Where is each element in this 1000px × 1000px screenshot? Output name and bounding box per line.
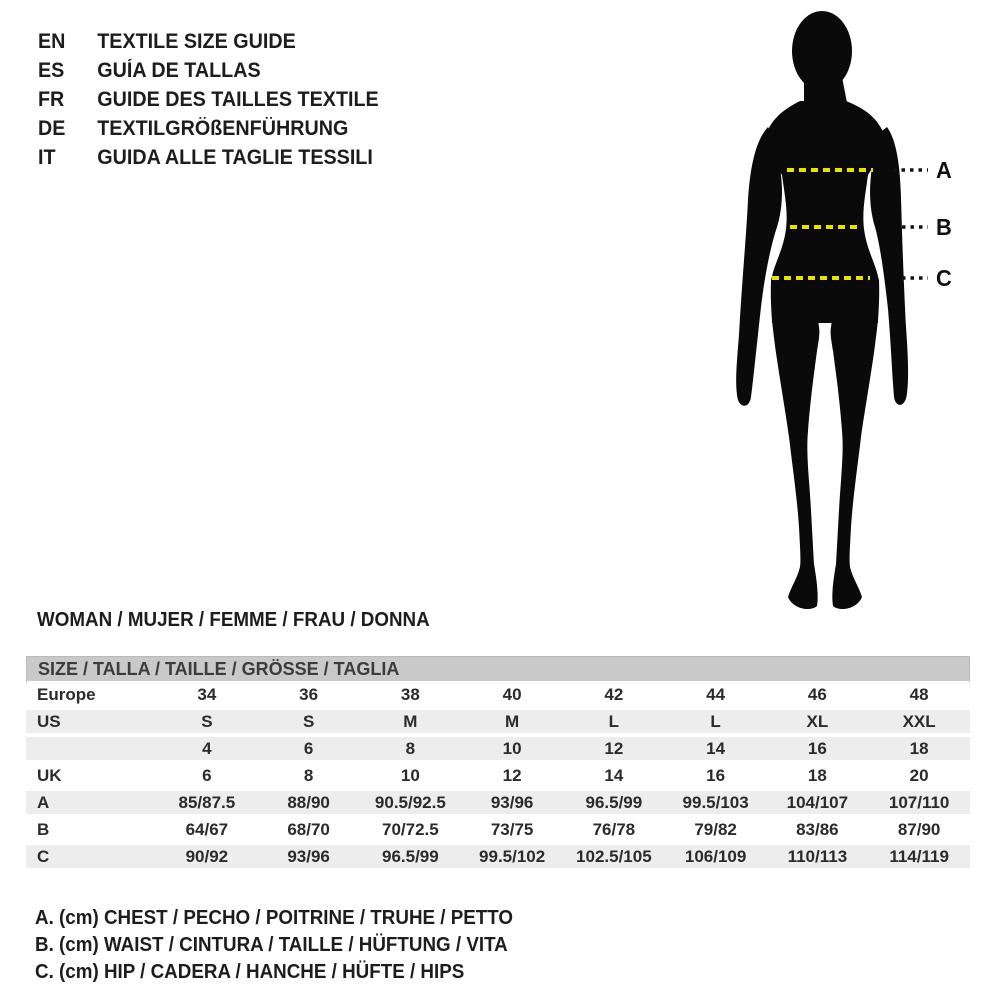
language-row xyxy=(38,27,379,56)
section-title-woman: WOMAN / MUJER / FEMME / FRAU / DONNA xyxy=(37,609,430,631)
language-code: IT xyxy=(38,146,56,169)
size-value-cell: 42 xyxy=(604,685,624,704)
size-value-cell: 8 xyxy=(303,766,314,785)
size-value-cell: 93/96 xyxy=(287,847,330,866)
size-value-cell: 6 xyxy=(202,766,212,785)
size-value-cell: 107/110 xyxy=(888,793,950,812)
size-value-cell: 79/82 xyxy=(694,820,737,839)
size-table xyxy=(26,656,970,872)
size-value-cell: 4 xyxy=(202,739,212,758)
language-title: GUIDE DES TAILLES TEXTILE xyxy=(97,88,379,111)
size-value-cell: 16 xyxy=(706,766,726,785)
size-value-cell: 102.5/105 xyxy=(576,847,652,866)
size-table-body xyxy=(26,683,970,872)
size-value-cell: M xyxy=(505,712,520,731)
size-value-cell: 73/75 xyxy=(490,820,534,839)
table-row xyxy=(26,764,970,791)
size-value-cell: 8 xyxy=(405,739,416,758)
size-value-cell: 68/70 xyxy=(287,820,330,839)
size-value-cell: 20 xyxy=(909,766,929,785)
language-code: EN xyxy=(38,30,66,53)
legend-item: A. (cm) CHEST / PECHO / POITRINE / TRUHE / PETTO xyxy=(35,907,514,929)
measurement-legend xyxy=(35,905,544,986)
woman-silhouette-figure xyxy=(710,5,930,620)
size-value-cell: 14 xyxy=(604,766,624,785)
size-value-cell: 70/72.5 xyxy=(382,820,439,839)
size-value-cell: M xyxy=(403,712,418,731)
language-title: GUIDA ALLE TAGLIE TESSILI xyxy=(97,146,373,169)
language-row xyxy=(38,56,379,85)
legend-item: B. (cm) WAIST / CINTURA / TAILLE / HÜFTUNG / VITA xyxy=(35,934,508,956)
legend-item: C. (cm) HIP / CADERA / HANCHE / HÜFTE / HIPS xyxy=(35,961,465,983)
size-value-cell: 85/87.5 xyxy=(178,793,236,812)
size-value-cell: 83/86 xyxy=(796,820,839,839)
size-value-cell: 88/90 xyxy=(287,793,330,812)
size-value-cell: 38 xyxy=(400,685,420,704)
size-value-cell: 16 xyxy=(807,739,827,758)
size-value-cell: 14 xyxy=(706,739,726,758)
size-value-cell: 10 xyxy=(502,739,522,758)
size-value-cell: 96.5/99 xyxy=(382,847,439,866)
size-value-cell: 18 xyxy=(807,766,827,785)
measure-label-c: C xyxy=(936,265,952,291)
size-value-cell: 114/119 xyxy=(889,847,949,866)
measure-label-b: B xyxy=(936,214,952,240)
size-value-cell: 96.5/99 xyxy=(585,793,643,812)
size-value-cell: 46 xyxy=(807,685,827,704)
size-value-cell: 40 xyxy=(502,685,522,704)
size-value-cell: 90/92 xyxy=(185,847,229,866)
row-label-cell: US xyxy=(37,712,61,731)
size-value-cell: 12 xyxy=(502,766,522,785)
size-value-cell: XL xyxy=(806,712,829,731)
size-value-cell: L xyxy=(710,712,721,731)
language-title: GUÍA DE TALLAS xyxy=(97,59,261,82)
table-row xyxy=(26,791,970,818)
size-value-cell: 48 xyxy=(909,685,929,704)
table-row xyxy=(26,737,970,764)
language-code: DE xyxy=(38,117,66,140)
language-guide-list xyxy=(38,27,400,172)
language-code: FR xyxy=(38,88,65,111)
row-label-cell: Europe xyxy=(37,685,96,704)
table-row xyxy=(26,845,970,872)
row-label-cell: C xyxy=(37,847,50,866)
size-value-cell: 90.5/92.5 xyxy=(374,793,446,812)
size-value-cell: 99.5/103 xyxy=(682,793,749,812)
size-value-cell: 6 xyxy=(303,739,314,758)
size-value-cell: 99.5/102 xyxy=(479,847,546,866)
language-row xyxy=(38,114,379,143)
size-value-cell: 104/107 xyxy=(786,793,849,812)
size-value-cell: 87/90 xyxy=(897,820,941,839)
row-label-cell: B xyxy=(37,820,50,839)
measure-label-a: A xyxy=(936,157,952,183)
size-value-cell: 10 xyxy=(400,766,420,785)
table-row xyxy=(26,818,970,845)
size-value-cell: L xyxy=(608,712,620,731)
table-row xyxy=(26,710,970,737)
language-title: TEXTILGRÖßENFÜHRUNG xyxy=(97,117,349,140)
size-value-cell: 34 xyxy=(197,685,217,704)
row-label-cell xyxy=(26,737,156,760)
size-value-cell: S xyxy=(201,712,213,731)
size-table-header: SIZE / TALLA / TAILLE / GRÖSSE / TAGLIA xyxy=(26,656,970,683)
size-value-cell: 36 xyxy=(299,685,319,704)
language-row xyxy=(38,143,379,172)
size-value-cell: 44 xyxy=(706,685,726,704)
language-row xyxy=(38,85,379,114)
table-row xyxy=(26,683,970,710)
language-code: ES xyxy=(38,59,65,82)
size-value-cell: 110/113 xyxy=(787,847,848,866)
size-value-cell: S xyxy=(302,712,315,731)
size-value-cell: 12 xyxy=(604,739,624,758)
size-value-cell: XXL xyxy=(902,712,936,731)
size-value-cell: 64/67 xyxy=(185,820,229,839)
row-label-cell: A xyxy=(37,793,50,812)
row-label-cell: UK xyxy=(37,766,62,785)
woman-silhouette-icon xyxy=(710,5,930,620)
size-value-cell: 106/109 xyxy=(684,847,747,866)
size-value-cell: 93/96 xyxy=(490,793,534,812)
size-value-cell: 18 xyxy=(909,739,929,758)
language-title: TEXTILE SIZE GUIDE xyxy=(97,30,296,53)
size-value-cell: 76/78 xyxy=(592,820,636,839)
